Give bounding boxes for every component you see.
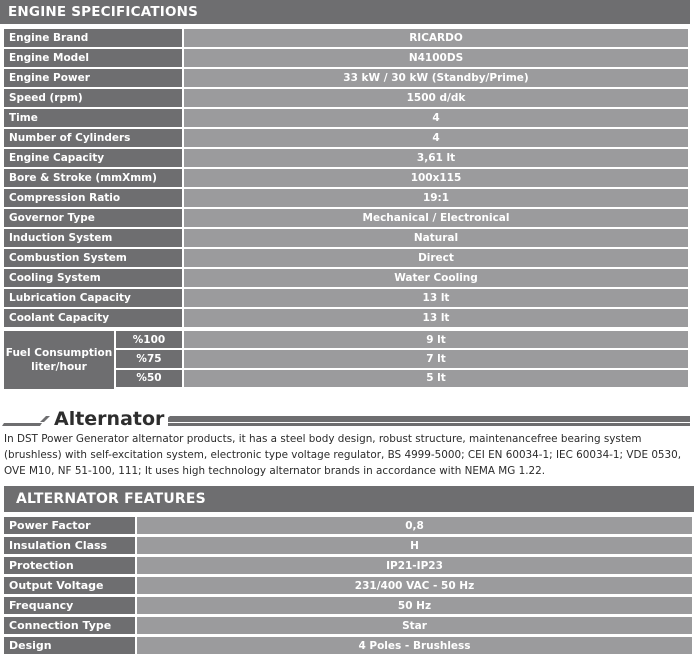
spec-value: 231/400 VAC - 50 Hz [137, 577, 692, 594]
spec-row [4, 269, 688, 287]
fuel-consumption-block [4, 331, 688, 389]
spec-value: RICARDO [184, 29, 688, 47]
spec-row [4, 69, 688, 87]
alternator-features-title: ALTERNATOR FEATURES [16, 491, 206, 507]
spec-label: Engine Brand [4, 29, 182, 47]
engine-specifications-title: ENGINE SPECIFICATIONS [8, 4, 199, 20]
fuel-load-percent: %100 [116, 331, 182, 348]
spec-row [4, 537, 692, 554]
spec-value: 13 lt [184, 309, 688, 327]
spec-row [4, 249, 688, 267]
spec-label: Insulation Class [4, 537, 135, 554]
fuel-row [116, 370, 688, 387]
spec-label: Design [4, 637, 135, 654]
spec-row [4, 229, 688, 247]
spec-value: Water Cooling [184, 269, 688, 287]
alternator-spec-table [4, 517, 692, 657]
spec-value: 4 [184, 129, 688, 147]
spec-value: 19:1 [184, 189, 688, 207]
spec-row [4, 89, 688, 107]
spec-row [4, 309, 688, 327]
spec-row [4, 189, 688, 207]
spec-row [4, 289, 688, 307]
spec-value: N4100DS [184, 49, 688, 67]
fuel-row [116, 331, 688, 348]
spec-value: 1500 d/dk [184, 89, 688, 107]
spec-label: Engine Model [4, 49, 182, 67]
engine-specifications-header [0, 0, 690, 24]
spec-label: Coolant Capacity [4, 309, 182, 327]
spec-value: 0,8 [137, 517, 692, 534]
spec-label: Frequancy [4, 597, 135, 614]
spec-value: Direct [184, 249, 688, 267]
spec-row [4, 109, 688, 127]
fuel-consumption-label: Fuel Consumption liter/hour [4, 331, 114, 389]
spec-label: Cooling System [4, 269, 182, 287]
heading-rule-right [162, 416, 690, 422]
spec-value: Star [137, 617, 692, 634]
spec-row [4, 169, 688, 187]
alternator-title: Alternator [50, 408, 168, 430]
spec-label: Connection Type [4, 617, 135, 634]
fuel-load-percent: %75 [116, 350, 182, 367]
alternator-description: In DST Power Generator alternator products, it has a steel body design, robust structure, maintenancefree bearing system (brushless) with self-excitation system, electronic type voltage regulator, BS 4999-5000; CEI EN 60034-1; IEC 60034-1; VDE 0530, OVE M10, NF 51-100, 111; It uses high technology alternator brands in accordance with NEMA MG 1.22. [4, 433, 682, 477]
spec-row [4, 29, 688, 47]
spec-value: 100x115 [184, 169, 688, 187]
spec-value: 4 [184, 109, 688, 127]
spec-value: 50 Hz [137, 597, 692, 614]
spec-label: Governor Type [4, 209, 182, 227]
heading-rule-right-bar [162, 423, 690, 426]
fuel-consumption-value: 9 lt [184, 331, 688, 348]
spec-label: Lubrication Capacity [4, 289, 182, 307]
spec-label: Engine Capacity [4, 149, 182, 167]
spec-label: Time [4, 109, 182, 127]
spec-row [4, 637, 692, 654]
spec-row [4, 597, 692, 614]
spec-row [4, 517, 692, 534]
fuel-load-percent: %50 [116, 370, 182, 387]
spec-row [4, 617, 692, 634]
alternator-heading [0, 408, 700, 430]
spec-row [4, 49, 688, 67]
spec-label: Combustion System [4, 249, 182, 267]
spec-value: IP21-IP23 [137, 557, 692, 574]
spec-value: Natural [184, 229, 688, 247]
spec-value: 13 lt [184, 289, 688, 307]
spec-label: Compression Ratio [4, 189, 182, 207]
fuel-consumption-rows [116, 331, 688, 389]
engine-spec-table [4, 29, 688, 329]
spec-row [4, 149, 688, 167]
fuel-consumption-value: 5 lt [184, 370, 688, 387]
spec-row [4, 209, 688, 227]
spec-value: H [137, 537, 692, 554]
spec-value: 4 Poles - Brushless [137, 637, 692, 654]
fuel-row [116, 350, 688, 367]
spec-value: 3,61 lt [184, 149, 688, 167]
spec-label: Output Voltage [4, 577, 135, 594]
spec-label: Speed (rpm) [4, 89, 182, 107]
spec-label: Power Factor [4, 517, 135, 534]
heading-rule-left [0, 416, 50, 422]
alternator-features-header [4, 486, 694, 512]
spec-row [4, 577, 692, 594]
spec-row [4, 557, 692, 574]
spec-label: Engine Power [4, 69, 182, 87]
spec-row [4, 129, 688, 147]
heading-rule-left-bar [2, 423, 42, 426]
spec-label: Bore & Stroke (mmXmm) [4, 169, 182, 187]
spec-label: Induction System [4, 229, 182, 247]
spec-value: 33 kW / 30 kW (Standby/Prime) [184, 69, 688, 87]
spec-label: Protection [4, 557, 135, 574]
fuel-consumption-value: 7 lt [184, 350, 688, 367]
spec-value: Mechanical / Electronical [184, 209, 688, 227]
spec-label: Number of Cylinders [4, 129, 182, 147]
